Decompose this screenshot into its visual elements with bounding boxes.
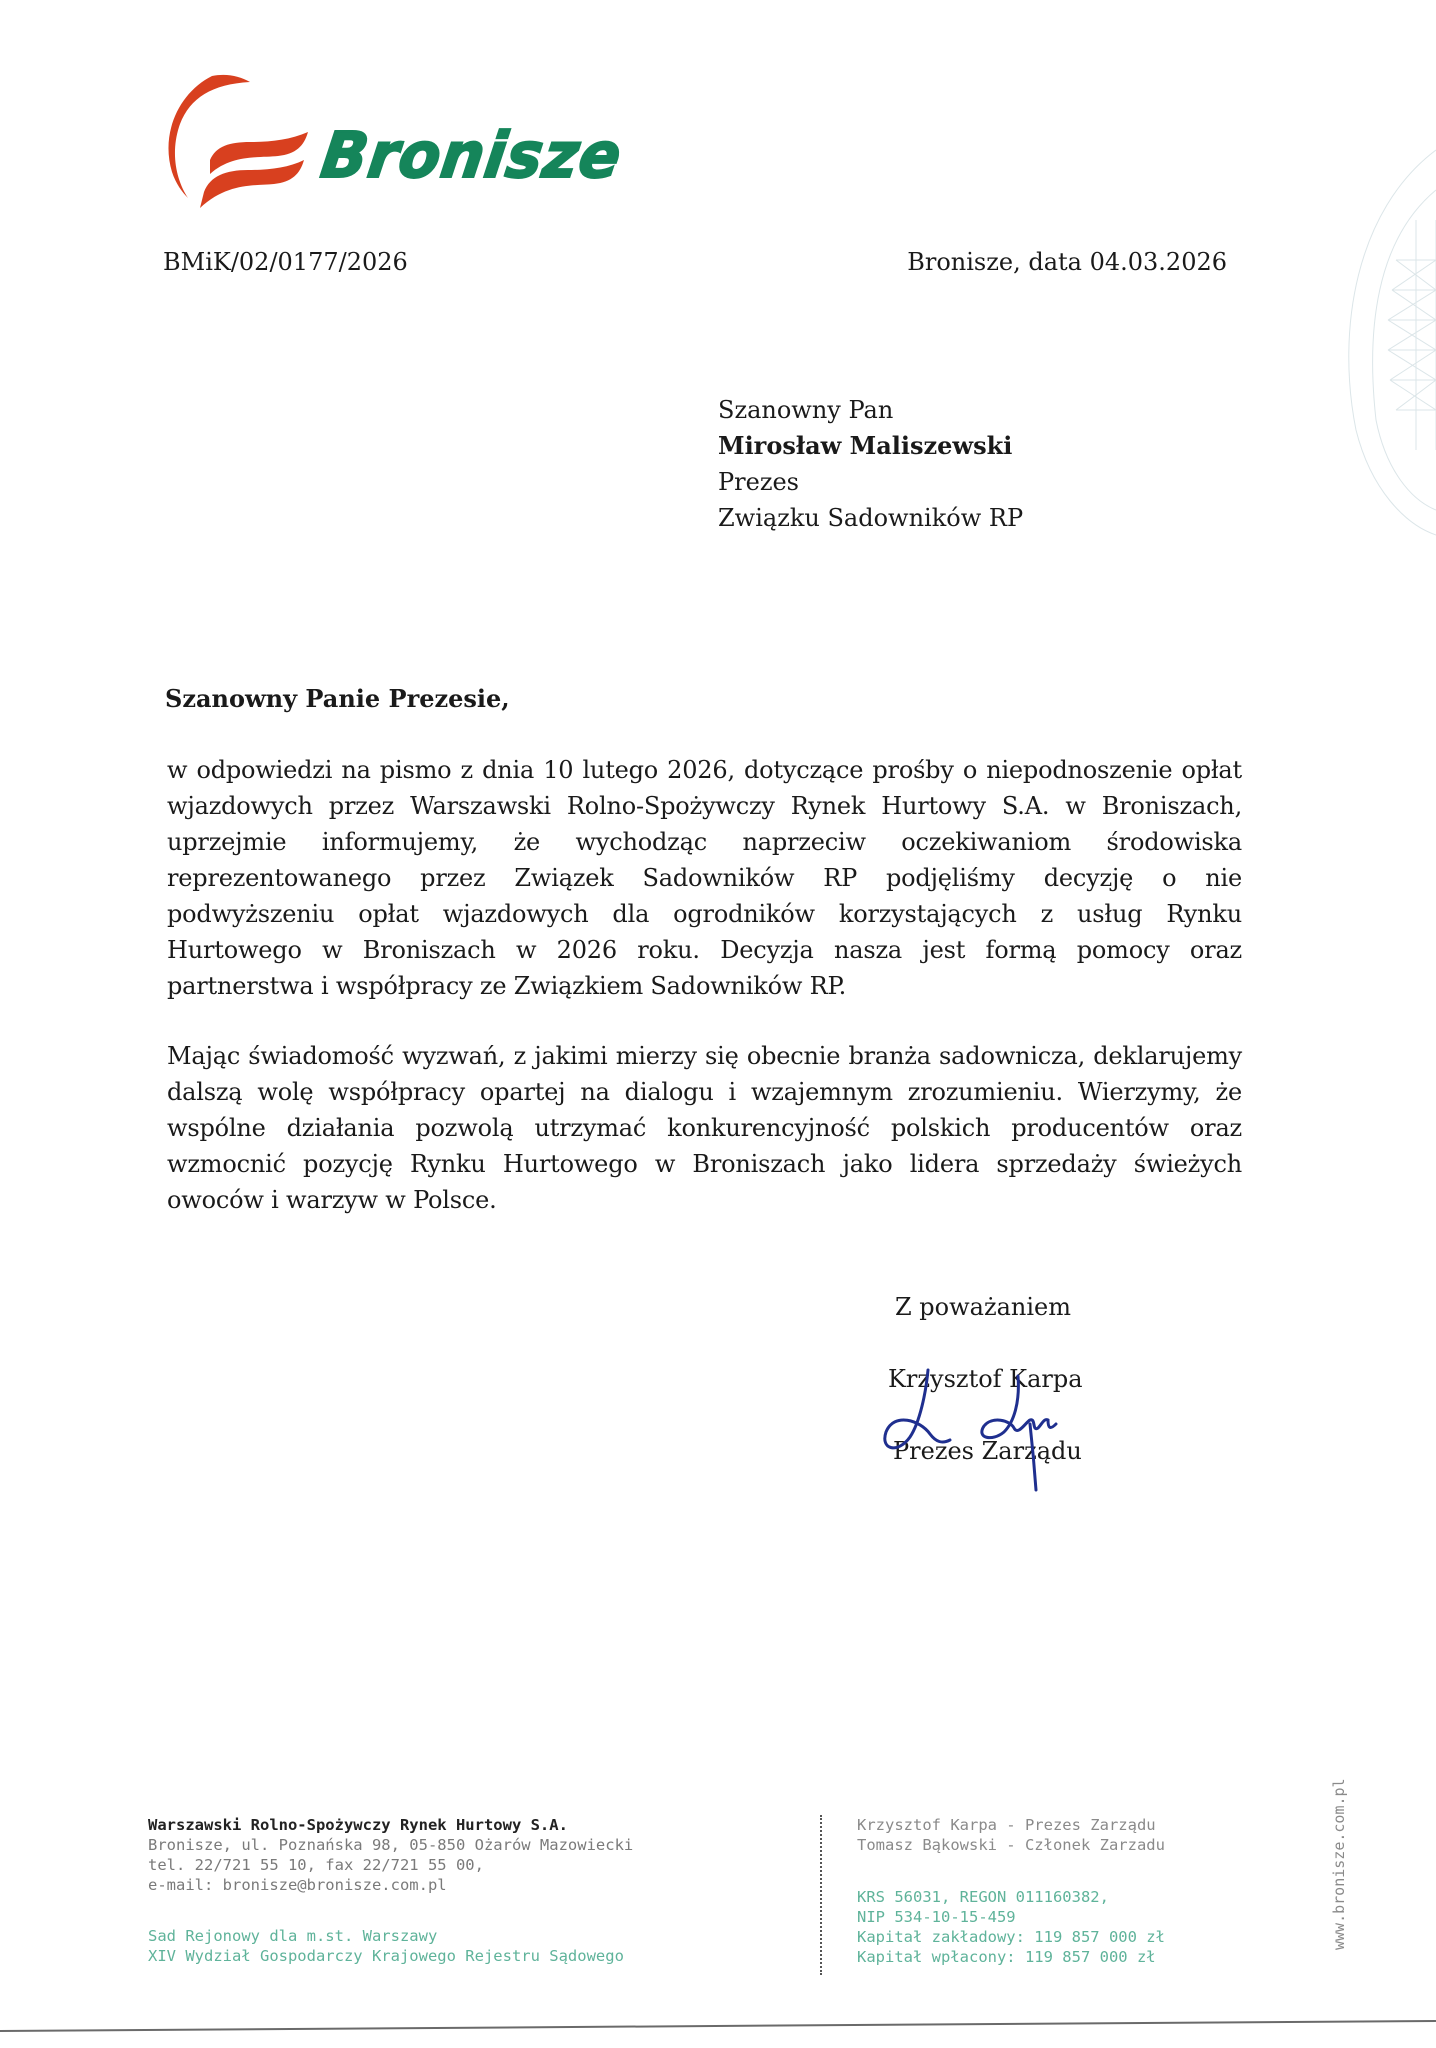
footer-company-name: Warszawski Rolno-Spożywczy Rynek Hurtowy S.A. — [148, 1816, 568, 1834]
document-reference-number: BMiK/02/0177/2026 — [163, 248, 408, 276]
handwritten-signature-icon — [880, 1362, 1100, 1497]
brand-wordmark: Bronisze — [316, 119, 627, 193]
recipient-name: Mirosław Maliszewski — [718, 431, 1013, 460]
footer-dotted-separator — [820, 1815, 822, 1975]
signer-title: Prezes Zarządu — [893, 1437, 1082, 1465]
footer-board — [857, 1815, 1165, 1855]
footer-share-capital: Kapitał zakładowy: 119 857 000 zł — [857, 1928, 1165, 1946]
footer-krs-regon: KRS 56031, REGON 011160382, — [857, 1888, 1109, 1906]
footer-nip: NIP 534-10-15-459 — [857, 1908, 1016, 1926]
recipient-position: Prezes — [718, 468, 799, 496]
footer-court-registration — [148, 1926, 624, 1966]
footer-paid-capital: Kapitał wpłacony: 119 857 000 zł — [857, 1948, 1156, 1966]
body-paragraph: Mając świadomość wyzwań, z jakimi mierzy się obecnie branża sadownicza, deklarujemy dalszą wolę współpracy opartej na dialogu i wzajemnym zrozumieniu. Wierzymy, że wspólne działania pozwolą utrzymać konkurencyjność polskich producentów oraz wzmocnić pozycję Rynku Hurtowego w Broniszach jako lidera sprzedaży świeżych owoców i warzyw w Polsce. — [167, 1042, 1242, 1214]
footer-address: Bronisze, ul. Poznańska 98, 05-850 Ożarów Mazowiecki — [148, 1836, 634, 1854]
footer-registration-data — [857, 1887, 1165, 1967]
recipient-block — [718, 392, 1023, 536]
footer-board-member: Tomasz Bąkowski - Członek Zarzadu — [857, 1836, 1165, 1854]
footer-email[interactable]: e-mail: bronisze@bronisze.com.pl — [148, 1876, 447, 1894]
footer-board-member: Krzysztof Karpa - Prezes Zarządu — [857, 1816, 1156, 1834]
valediction: Z poważaniem — [895, 1293, 1072, 1321]
footer-court-line: Sad Rejonowy dla m.st. Warszawy — [148, 1927, 438, 1945]
salutation: Szanowny Panie Prezesie, — [165, 684, 510, 713]
bronisze-logo-icon — [150, 62, 320, 212]
recipient-organization: Związku Sadowników RP — [718, 504, 1024, 532]
decorative-watermark-icon — [1316, 130, 1436, 540]
footer-court-line: XIV Wydział Gospodarczy Krajowego Rejestru Sądowego — [148, 1947, 624, 1965]
footer-phone-fax: tel. 22/721 55 10, fax 22/721 55 00, — [148, 1856, 484, 1874]
signer-name: Krzysztof Karpa — [888, 1365, 1083, 1393]
footer-website[interactable]: www.bronisze.com.pl — [1330, 1778, 1348, 1950]
footer-company-contact — [148, 1815, 633, 1895]
recipient-greeting: Szanowny Pan — [718, 396, 894, 424]
body-paragraph: w odpowiedzi na pismo z dnia 10 lutego 2026, dotyczące prośby o niepodnoszenie opłat wjazdowych przez Warszawski Rolno-Spożywczy Rynek Hurtowy S.A. w Broniszach, uprzejmie informujemy, że wychodząc naprzeciw oczekiwaniom środowiska reprezentowanego przez Związek Sadowników RP podjęliśmy decyzję o nie podwyższeniu opłat wjazdowych dla ogrodników korzystających z usług Rynku Hurtowego w Broniszach w 2026 roku. Decyzja nasza jest formą pomocy oraz partnerstwa i współpracy ze Związkiem Sadowników RP. — [167, 756, 1242, 1000]
place-and-date: Bronisze, data 04.03.2026 — [907, 248, 1227, 276]
bottom-rule — [0, 2020, 1436, 2032]
